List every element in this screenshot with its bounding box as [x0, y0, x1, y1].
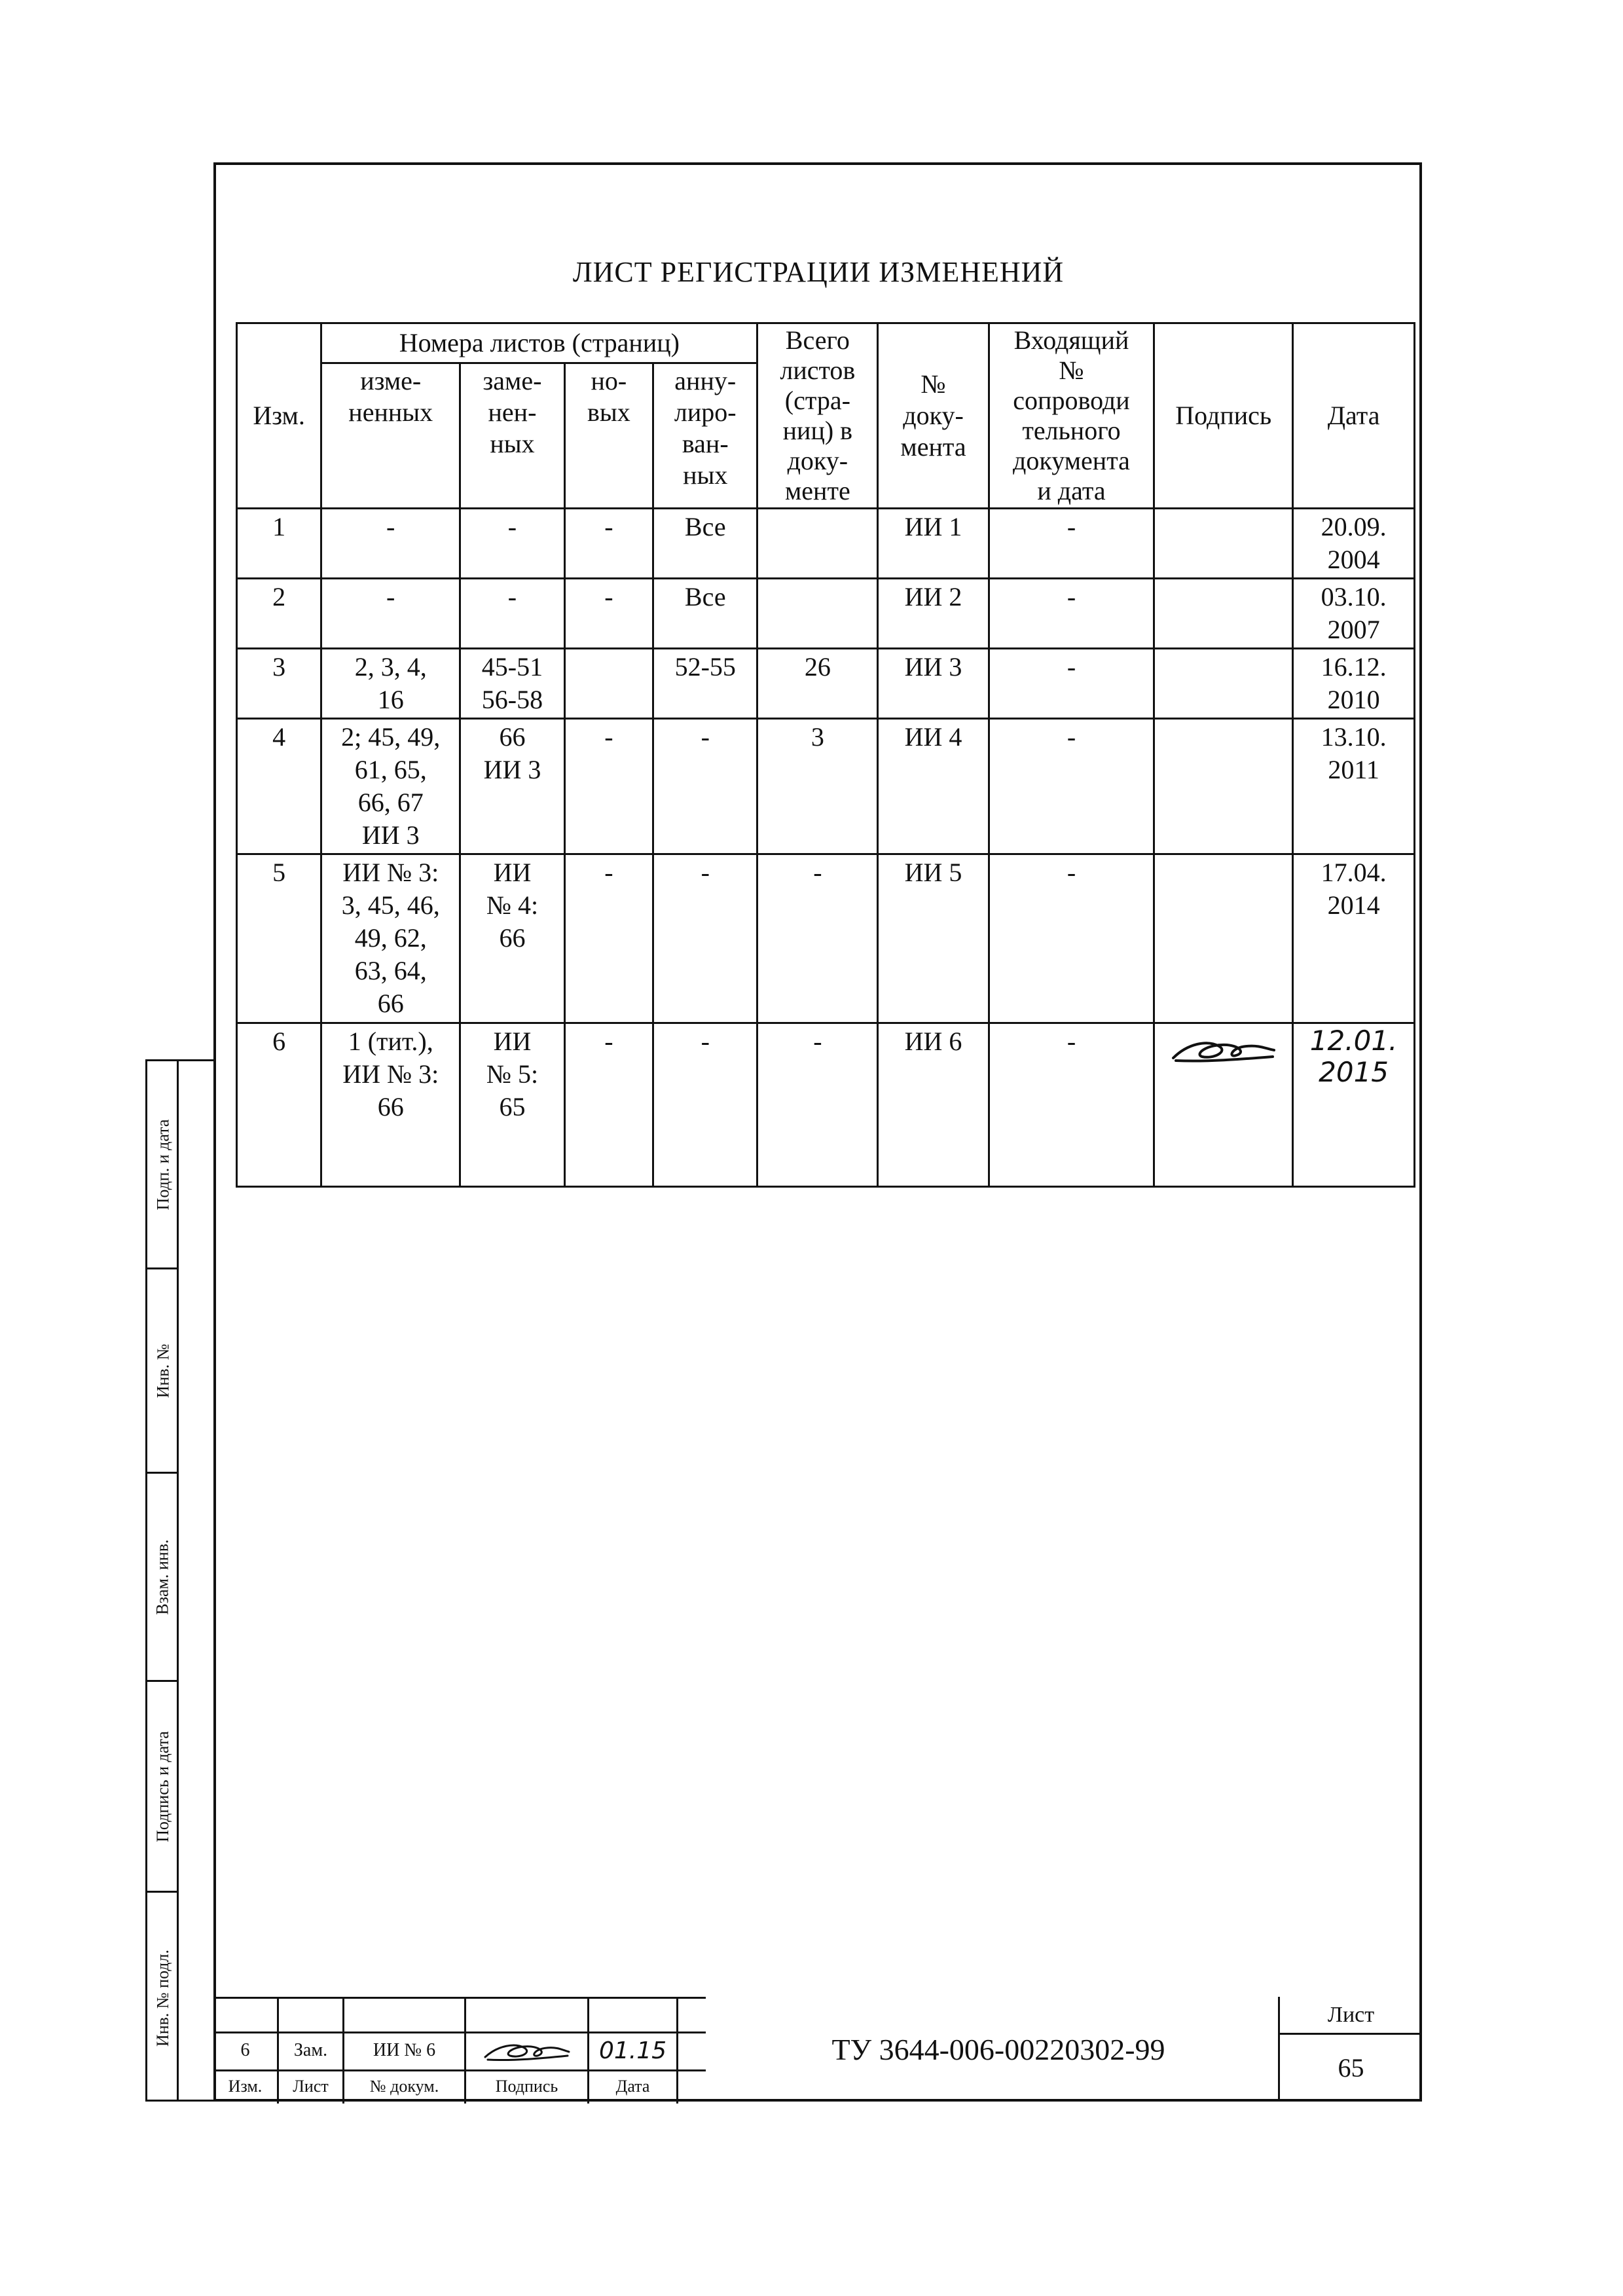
col-incoming-header: Входящий № сопроводи тельного документа и дата [989, 323, 1154, 509]
cell-total [757, 579, 878, 649]
tb-doc-no: ИИ № 6 [344, 2032, 466, 2069]
tb-signature [466, 2032, 589, 2069]
cell-incoming: - [989, 649, 1154, 719]
col-signature-header: Подпись [1154, 323, 1293, 509]
col-changed-header: изме- ненных [321, 363, 460, 509]
cell-changed: ИИ № 3: 3, 45, 46, 49, 62, 63, 64, 66 [321, 854, 460, 1023]
col-total-header: Всего листов (стра- ниц) в доку- менте [757, 323, 878, 509]
strip-cell-podpis-data [147, 1682, 177, 1893]
cell-signature [1154, 719, 1293, 854]
table-row [237, 1023, 1415, 1187]
cell-annulled: - [653, 719, 757, 854]
cell-signature [1154, 509, 1293, 579]
tb-list: Зам. [279, 2032, 344, 2069]
cell-annulled: Все [653, 579, 757, 649]
cell-izm: 4 [237, 719, 321, 854]
change-registration-table [236, 322, 1415, 1188]
cell-izm: 1 [237, 509, 321, 579]
tb-label-doc: № докум. [344, 2069, 466, 2104]
col-date-header: Дата [1293, 323, 1415, 509]
cell-new: - [564, 1023, 653, 1187]
cell-docno: ИИ 1 [878, 509, 989, 579]
cell-total [757, 509, 878, 579]
tb-date: 01.15 [589, 2032, 678, 2069]
cell-total: - [757, 854, 878, 1023]
table-row [237, 854, 1415, 1023]
cell-date: 13.10. 2011 [1293, 719, 1415, 854]
handwritten-signature [1168, 1030, 1279, 1078]
cell-total: 26 [757, 649, 878, 719]
col-replaced-header: заме- нен- ных [460, 363, 565, 509]
cell-signature [1154, 579, 1293, 649]
header-row-1 [237, 323, 1415, 363]
strip-cell-inv-no [147, 1269, 177, 1474]
strip-label-column [147, 1061, 179, 2100]
page-title: ЛИСТ РЕГИСТРАЦИИ ИЗМЕНЕНИЙ [572, 256, 1065, 288]
cell-incoming: - [989, 1023, 1154, 1187]
cell-replaced: - [460, 509, 565, 579]
cell-annulled: Все [653, 509, 757, 579]
handwritten-signature [481, 2036, 573, 2065]
cell-docno: ИИ 5 [878, 854, 989, 1023]
cell-docno: ИИ 2 [878, 579, 989, 649]
table-row [237, 719, 1415, 854]
tb-label-sign: Подпись [466, 2069, 589, 2104]
cell-izm: 6 [237, 1023, 321, 1187]
cell-docno: ИИ 3 [878, 649, 989, 719]
cell-total: 3 [757, 719, 878, 854]
sheet-number: 65 [1338, 2052, 1364, 2083]
cell-incoming: - [989, 509, 1154, 579]
cell-docno: ИИ 6 [878, 1023, 989, 1187]
cell-izm: 5 [237, 854, 321, 1023]
cell-replaced: ИИ № 5: 65 [460, 1023, 565, 1187]
strip-label: Инв. № [153, 1343, 172, 1398]
cell-izm: 3 [237, 649, 321, 719]
sheet-box [1278, 1997, 1422, 2102]
col-izm-header: Изм. [237, 323, 321, 509]
cell-new: - [564, 579, 653, 649]
cell-new: - [564, 719, 653, 854]
cell-signature [1154, 649, 1293, 719]
cell-new: - [564, 509, 653, 579]
cell-annulled: - [653, 1023, 757, 1187]
strip-label: Подп. и дата [153, 1119, 172, 1210]
cell-replaced: 45-51 56-58 [460, 649, 565, 719]
col-group-header: Номера листов (страниц) [321, 323, 757, 363]
table-row [237, 509, 1415, 579]
tb-row-values [213, 2032, 706, 2069]
cell-annulled: 52-55 [653, 649, 757, 719]
sheet-label: Лист [1280, 1997, 1422, 2035]
cell-signature [1154, 854, 1293, 1023]
col-new-header: но- вых [564, 363, 653, 509]
cell-changed: 2, 3, 4, 16 [321, 649, 460, 719]
cell-changed: - [321, 579, 460, 649]
cell-total: - [757, 1023, 878, 1187]
table-row [237, 579, 1415, 649]
tb-izm: 6 [213, 2032, 279, 2069]
tb-label-izm: Изм. [213, 2069, 279, 2104]
cell-changed: 1 (тит.), ИИ № 3: 66 [321, 1023, 460, 1187]
strip-label: Инв. № подл. [153, 1949, 172, 2047]
strip-label: Взам. инв. [153, 1539, 172, 1615]
cell-izm: 2 [237, 579, 321, 649]
tb-label-date: Дата [589, 2069, 678, 2104]
document-code: ТУ 3644-006-00220302-99 [831, 2032, 1165, 2066]
cell-replaced: - [460, 579, 565, 649]
title-block-grid [213, 1997, 706, 2102]
cell-new [564, 649, 653, 719]
cell-incoming: - [989, 579, 1154, 649]
cell-incoming: - [989, 719, 1154, 854]
cell-changed: - [321, 509, 460, 579]
cell-annulled: - [653, 854, 757, 1023]
cell-date: 12.01. 2015 [1293, 1023, 1415, 1187]
left-margin-strip [145, 1059, 216, 2102]
cell-replaced: ИИ № 4: 66 [460, 854, 565, 1023]
cell-date: 16.12. 2010 [1293, 649, 1415, 719]
tb-row-empty [213, 1999, 706, 2032]
strip-cell-vzam-inv [147, 1474, 177, 1682]
cell-changed: 2; 45, 49, 61, 65, 66, 67 ИИ 3 [321, 719, 460, 854]
cell-date: 03.10. 2007 [1293, 579, 1415, 649]
cell-incoming: - [989, 854, 1154, 1023]
tb-row-labels [213, 2069, 706, 2104]
strip-label: Подпись и дата [153, 1730, 172, 1842]
cell-docno: ИИ 4 [878, 719, 989, 854]
table-row [237, 649, 1415, 719]
cell-new: - [564, 854, 653, 1023]
title-block [213, 1997, 1422, 2102]
cell-date: 17.04. 2014 [1293, 854, 1415, 1023]
cell-replaced: 66 ИИ 3 [460, 719, 565, 854]
tb-label-list: Лист [279, 2069, 344, 2104]
col-annulled-header: анну- лиро- ван- ных [653, 363, 757, 509]
cell-signature [1154, 1023, 1293, 1187]
cell-date: 20.09. 2004 [1293, 509, 1415, 579]
strip-cell-inv-podl [147, 1893, 177, 2104]
strip-cell-podp-data [147, 1061, 177, 1269]
col-docno-header: № доку- мента [878, 323, 989, 509]
